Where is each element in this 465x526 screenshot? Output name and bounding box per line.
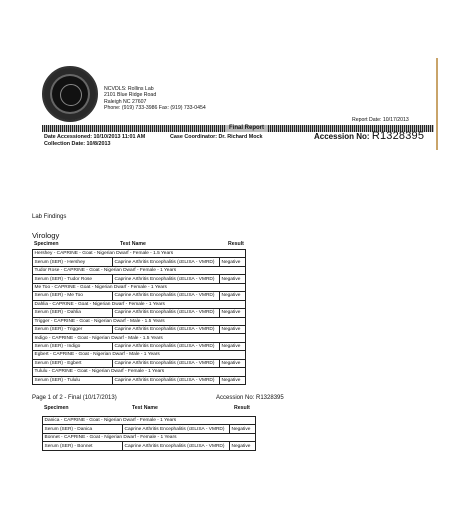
animal-description: Egbert - CAPRINE - Goat - Nigerian Dwarf - Male - 1 Years (33, 351, 246, 359)
report-date: Report Date: 10/17/2013 (352, 117, 409, 123)
animal-description: Bonnet - CAPRINE - Goat - Nigerian Dwarf - Female - 1 Years (43, 433, 256, 441)
virology-heading: Virology (32, 231, 60, 240)
specimen-cell: Serum (SER) - Tululu (33, 376, 113, 384)
address-line-2: Raleigh NC 27607 (104, 98, 147, 105)
test-row (33, 309, 246, 317)
results-table-page2 (42, 416, 256, 451)
column-result-p2: Result (234, 405, 250, 411)
animal-row (33, 334, 246, 342)
column-specimen-p2: Specimen (44, 405, 69, 411)
specimen-cell: Serum (SER) - Me Too (33, 292, 113, 300)
test-name-cell: Caprine Arthritis Encephalitis (cELISA - VMRD) (113, 325, 220, 333)
accession-block (314, 130, 424, 142)
specimen-cell: Serum (SER) - Trigger (33, 325, 113, 333)
animal-row (33, 283, 246, 291)
address-line-1: 2101 Blue Ridge Road (104, 92, 157, 99)
result-cell: Negative (220, 309, 246, 317)
result-cell: Negative (220, 325, 246, 333)
test-name-cell: Caprine Arthritis Encephalitis (cELISA - VMRD) (113, 275, 220, 283)
specimen-cell: Serum (SER) - Bonnet (43, 442, 123, 450)
lab-address-block (104, 86, 206, 112)
lab-name: NCVDLS: Rollins Lab (104, 86, 154, 92)
animal-description: Trigger - CAPRINE - Goat - Nigerian Dwarf - Male - 1.5 Years (33, 317, 246, 325)
animal-description: Danica - CAPRINE - Goat - Nigerian Dwarf - Female - 1 Years (43, 417, 256, 425)
test-row (33, 342, 246, 350)
accession-label: Accession No: (314, 132, 370, 141)
specimen-cell: Serum (SER) - Tudor Rose (33, 275, 113, 283)
phone-line: Phone: (919) 733-3986 Fax: (919) 733-0454 (104, 105, 206, 112)
result-cell: Negative (220, 292, 246, 300)
lab-seal-logo (42, 66, 98, 122)
result-cell: Negative (220, 275, 246, 283)
animal-row (33, 250, 246, 258)
test-name-cell: Caprine Arthritis Encephalitis (cELISA - VMRD) (113, 258, 220, 266)
specimen-cell: Serum (SER) - Indigo (33, 342, 113, 350)
specimen-cell: Serum (SER) - Hershey (33, 258, 113, 266)
animal-description: Hershey - CAPRINE - Goat - Nigerian Dwarf - Female - 1.5 Years (33, 250, 246, 258)
date-block (44, 134, 145, 148)
animal-row (33, 368, 246, 376)
animal-description: Tululu - CAPRINE - Goat - Nigerian Dwarf - Female - 1 Years (33, 368, 246, 376)
test-name-cell: Caprine Arthritis Encephalitis (cELISA - VMRD) (113, 376, 220, 384)
result-cell: Negative (230, 442, 256, 450)
test-name-cell: Caprine Arthritis Encephalitis (cELISA - VMRD) (113, 292, 220, 300)
animal-description: Tudor Rose - CAPRINE - Goat - Nigerian Dwarf - Female - 1 Years (33, 266, 246, 274)
animal-description: Me Too - CAPRINE - Goat - Nigerian Dwarf - Female - 1 Years (33, 283, 246, 291)
test-row (43, 442, 256, 450)
animal-row (33, 351, 246, 359)
test-row (33, 325, 246, 333)
test-row (33, 292, 246, 300)
result-cell: Negative (220, 342, 246, 350)
test-row (33, 275, 246, 283)
test-row (33, 376, 246, 384)
test-name-cell: Caprine Arthritis Encephalitis (cELISA - VMRD) (123, 425, 230, 433)
page-footer: Page 1 of 2 - Final (10/17/2013) (32, 395, 117, 401)
accession-number: R1328395 (371, 130, 425, 142)
result-cell: Negative (220, 359, 246, 367)
date-accessioned: Date Accessioned: 10/10/2013 11:01 AM (44, 134, 146, 140)
collection-date: Collection Date: 10/8/2013 (44, 141, 111, 147)
case-coordinator: Case Coordinator: Dr. Richard Mock (170, 134, 263, 140)
column-result: Result (228, 241, 244, 247)
test-name-cell: Caprine Arthritis Encephalitis (cELISA - VMRD) (113, 359, 220, 367)
specimen-cell: Serum (SER) - Egbert (33, 359, 113, 367)
animal-row (33, 300, 246, 308)
margin-line (436, 58, 438, 150)
result-cell: Negative (220, 258, 246, 266)
test-row (33, 359, 246, 367)
animal-description: Indigo - CAPRINE - Goat - Nigerian Dwarf - Male - 1.5 Years (33, 334, 246, 342)
animal-description: Dahlia - CAPRINE - Goat - Nigerian Dwarf - Female - 1 Years (33, 300, 246, 308)
specimen-cell: Serum (SER) - Dahlia (33, 309, 113, 317)
test-row (33, 258, 246, 266)
animal-row (43, 417, 256, 425)
result-cell: Negative (220, 376, 246, 384)
test-row (43, 425, 256, 433)
final-report-label: Final Report (226, 125, 267, 132)
animal-row (33, 317, 246, 325)
test-name-cell: Caprine Arthritis Encephalitis (cELISA - VMRD) (123, 442, 230, 450)
result-cell: Negative (230, 425, 256, 433)
animal-row (43, 433, 256, 441)
column-test-name: Test Name (120, 241, 146, 247)
column-test-name-p2: Test Name (132, 405, 158, 411)
lab-findings-heading: Lab Findings (32, 214, 67, 220)
animal-row (33, 266, 246, 274)
footer-accession: Accession No: R1328395 (216, 395, 284, 401)
column-specimen: Specimen (34, 241, 59, 247)
specimen-cell: Serum (SER) - Danica (43, 425, 123, 433)
test-name-cell: Caprine Arthritis Encephalitis (cELISA - VMRD) (113, 309, 220, 317)
test-name-cell: Caprine Arthritis Encephalitis (cELISA - VMRD) (113, 342, 220, 350)
results-table-page1 (32, 249, 246, 385)
